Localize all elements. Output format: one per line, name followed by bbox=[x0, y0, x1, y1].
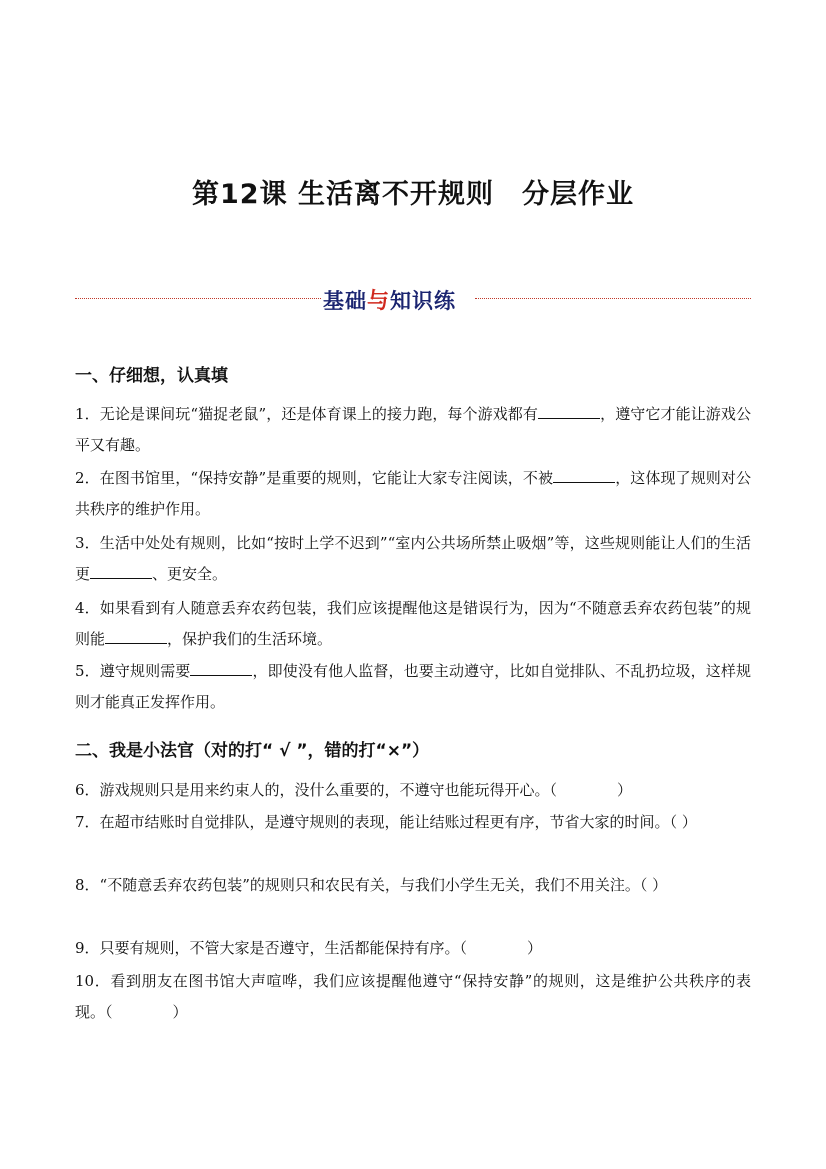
question-10 bbox=[75, 966, 751, 1028]
q-text: 、更安全。 bbox=[152, 565, 228, 583]
banner-right: 知识练 bbox=[390, 289, 457, 313]
question-8 bbox=[75, 870, 751, 901]
q-text: 2．在图书馆里，“保持安静”是重要的规则，它能让大家专注阅读，不被 bbox=[75, 469, 554, 487]
question-2 bbox=[75, 463, 751, 525]
question-6 bbox=[75, 775, 751, 806]
q-text: ，遵守它才能让游戏公平又有趣。 bbox=[75, 405, 751, 454]
dotted-divider-left bbox=[75, 298, 321, 299]
answer-blank[interactable] bbox=[553, 467, 615, 483]
question-4 bbox=[75, 593, 751, 655]
section-banner bbox=[75, 284, 751, 314]
banner-title bbox=[323, 284, 456, 315]
q-text: ，保护我们的生活环境。 bbox=[167, 630, 333, 648]
question-9 bbox=[75, 933, 751, 964]
q-text: 5．遵守规则需要 bbox=[75, 662, 191, 680]
banner-logo: 与 bbox=[367, 289, 391, 314]
answer-parens[interactable]: （ ） bbox=[549, 781, 633, 799]
answer-blank[interactable] bbox=[538, 403, 600, 419]
q-text: 6．游戏规则只是用来约束人的，没什么重要的，不遵守也能玩得开心。 bbox=[75, 781, 550, 799]
answer-blank[interactable] bbox=[190, 660, 252, 676]
page-title: 第12课 生活离不开规则 分层作业 bbox=[192, 179, 634, 210]
question-1 bbox=[75, 399, 751, 461]
q-text: 9．只要有规则，不管大家是否遵守，生活都能保持有序。 bbox=[75, 939, 460, 957]
section1-heading: 一、仔细想，认真填 bbox=[75, 366, 228, 386]
q-text: ，这体现了规则对公共秩序的维护作用。 bbox=[75, 469, 751, 518]
dotted-divider-right bbox=[475, 298, 751, 299]
question-5 bbox=[75, 656, 751, 718]
answer-parens[interactable]: （ ） bbox=[639, 876, 668, 894]
banner-left: 基础 bbox=[323, 289, 367, 313]
q-text: 1．无论是课间玩“猫捉老鼠”，还是体育课上的接力跑，每个游戏都有 bbox=[75, 405, 539, 423]
answer-parens[interactable]: （ ） bbox=[459, 939, 543, 957]
answer-parens[interactable]: （ ） bbox=[669, 813, 697, 831]
answer-parens[interactable]: （ ） bbox=[105, 1003, 188, 1021]
answer-blank[interactable] bbox=[90, 563, 152, 579]
q-text: ，即使没有他人监督，也要主动遵守，比如自觉排队、不乱扔垃圾，这样规则才能真正发挥作用。 bbox=[75, 662, 751, 711]
q-text: 8．“不随意丢弃农药包装”的规则只和农民有关，与我们小学生无关，我们不用关注。 bbox=[75, 876, 640, 894]
q-text: 4．如果看到有人随意丢弃农药包装，我们应该提醒他这是错误行为，因为“不随意丢弃农药包装”的规则能 bbox=[75, 599, 751, 648]
q-text: 7．在超市结账时自觉排队，是遵守规则的表现，能让结账过程更有序，节省大家的时间。 bbox=[75, 813, 670, 831]
question-3 bbox=[75, 528, 751, 590]
answer-blank[interactable] bbox=[105, 628, 167, 644]
q-text: 3．生活中处处有规则，比如“按时上学不迟到”“室内公共场所禁止吸烟”等，这些规则能让人们的生活更 bbox=[75, 534, 751, 583]
question-7 bbox=[75, 807, 751, 838]
q-text: 10．看到朋友在图书馆大声喧哗，我们应该提醒他遵守“保持安静”的规则，这是维护公共秩序的表现。 bbox=[75, 972, 751, 1021]
section2-heading: 二、我是小法官（对的打“ √ ”，错的打“×”） bbox=[75, 741, 430, 761]
